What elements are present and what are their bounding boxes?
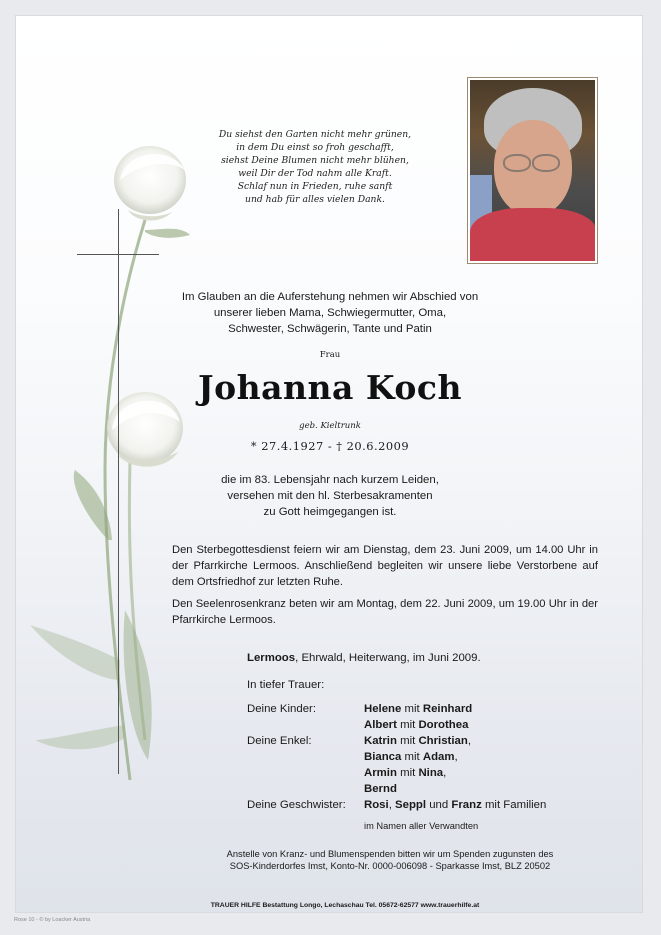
place-date <box>247 652 481 664</box>
enkel-entry: Katrin mit Christian, <box>364 735 471 747</box>
died-line: die im 83. Lebensjahr nach kurzem Leiden, <box>221 474 439 486</box>
poem-line: und hab für alles vielen Dank. <box>245 194 385 205</box>
enkel-entry: Bernd <box>364 783 397 795</box>
enkel-label: Deine Enkel: <box>247 735 312 747</box>
poem-line: Du siehst den Garten nicht mehr grünen, <box>218 129 412 140</box>
poem-line: weil Dir der Tod nahm alle Kraft. <box>238 168 392 179</box>
geschwister-entry: Rosi, Seppl und Franz mit Familien <box>364 799 547 811</box>
cross-horizontal <box>77 254 159 255</box>
donation-line: Anstelle von Kranz- und Blumenspenden bitten wir um Spenden zugunsten des <box>226 849 554 859</box>
life-dates: * 27.4.1927 - † 20.6.2009 <box>250 439 410 453</box>
intro-text <box>160 289 500 337</box>
rosary-text: Den Seelenrosenkranz beten wir am Montag, dem 22. Juni 2009, um 19.00 Uhr in der Pfarrkirche Lermoos. <box>172 598 598 626</box>
birth-name: geb. Kieltrunk <box>299 421 361 431</box>
donation-line: SOS-Kinderdorfes Imst, Konto-Nr. 0000-006098 - Sparkasse Imst, BLZ 20502 <box>229 861 551 871</box>
died-text <box>160 472 500 520</box>
died-line: versehen mit den hl. Sterbesakramenten <box>227 490 433 502</box>
place-bold: Lermoos <box>247 652 296 664</box>
verwandte-note: im Namen aller Verwandten <box>364 821 479 831</box>
kinder-entry: Helene mit Reinhard <box>364 703 473 715</box>
poem-line: siehst Deine Blumen nicht mehr blühen, <box>221 155 409 166</box>
intro-line: unserer lieben Mama, Schwiegermutter, Oma, <box>213 307 447 319</box>
poem-line: in dem Du einst so froh geschafft, <box>236 142 394 153</box>
intro-line: Schwester, Schwägerin, Tante und Patin <box>228 323 432 335</box>
funeral-service-text: Den Sterbegottesdienst feiern wir am Dienstag, dem 23. Juni 2009, um 14.00 Uhr in der Pfarrkirche Lermoos. Anschließend begleiten wir unsere liebe Verstorbene auf dem Ortsfriedhof zur letzten Ruhe. <box>172 544 598 588</box>
poem-line: Schlaf nun in Frieden, ruhe sanft <box>237 181 393 192</box>
kinder-entry: Albert mit Dorothea <box>364 719 469 731</box>
undertaker-footer: TRAUER HILFE Bestattung Longo, Lechaschau Tel. 05672-62577 www.trauerhilfe.at <box>210 902 480 909</box>
poem <box>190 128 440 206</box>
portrait-frame <box>467 77 598 264</box>
intro-line: Im Glauben an die Auferstehung nehmen wir Abschied von <box>181 291 479 303</box>
died-line: zu Gott heimgegangen ist. <box>263 506 397 518</box>
enkel-entry: Armin mit Nina, <box>364 767 447 779</box>
deceased-name: Johanna Koch <box>198 368 462 407</box>
copyright-note: Rose 10 - © by Loacker Austria <box>14 917 91 923</box>
mourning-label: In tiefer Trauer: <box>247 679 325 691</box>
geschwister-label: Deine Geschwister: <box>247 799 346 811</box>
donation-note <box>170 848 610 872</box>
enkel-entry: Bianca mit Adam, <box>364 751 458 763</box>
place-rest: , Ehrwald, Heiterwang, im Juni 2009. <box>295 652 481 664</box>
salutation: Frau <box>319 350 341 360</box>
cross-vertical <box>118 209 119 774</box>
portrait-photo <box>470 80 595 261</box>
kinder-label: Deine Kinder: <box>247 703 317 715</box>
